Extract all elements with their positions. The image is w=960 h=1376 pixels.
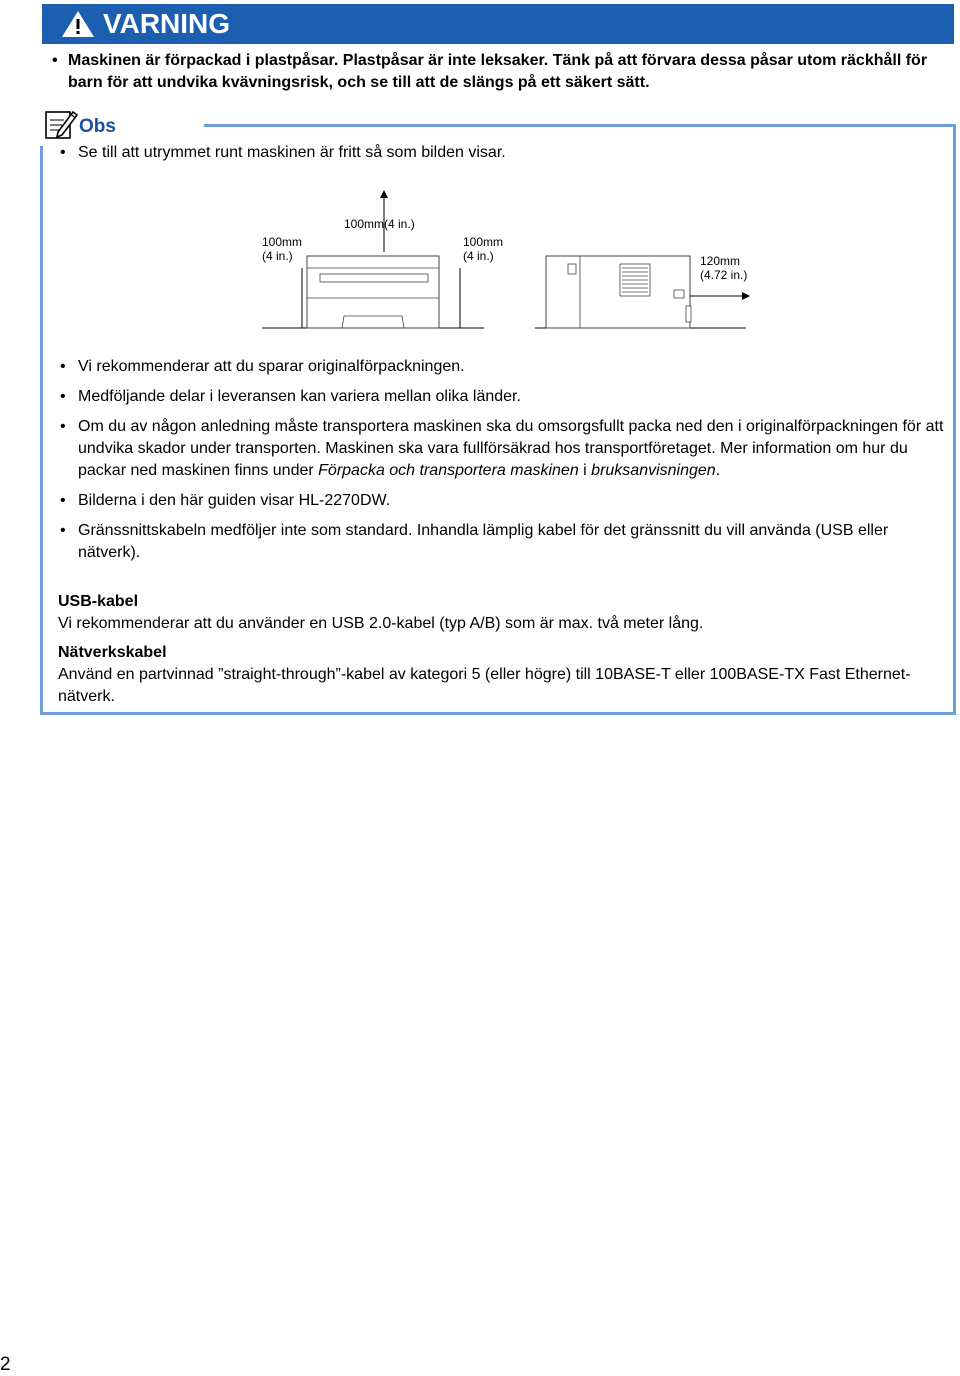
list-item: • Gränssnittskabeln medföljer inte som standard. Inhandla lämplig kabel för det gränssnitt du vill använda (USB eller nätverk). — [58, 520, 948, 564]
left-clearance-label: 100mm — [262, 235, 303, 249]
list-item: • Se till att utrymmet runt maskinen är fritt så som bilden visar. — [58, 142, 948, 164]
list-item: • Bilderna i den här guiden visar HL-2270DW. — [58, 490, 948, 512]
note-intro-list — [58, 142, 948, 172]
list-item: • Vi rekommenderar att du sparar originalförpackningen. — [58, 356, 948, 378]
left-clearance-label: (4 in.) — [262, 249, 293, 263]
network-heading: Nätverkskabel — [58, 644, 167, 661]
warning-triangle-icon — [60, 9, 96, 39]
usb-heading: USB-kabel — [58, 593, 139, 610]
list-item: • Medföljande delar i leveransen kan variera mellan olika länder. — [58, 386, 948, 408]
note-divider — [204, 124, 955, 127]
list-item: • Om du av någon anledning måste transportera maskinen ska du omsorgsfullt packa ned den i originalförpackningen för att undvika skador under transporten. Maskinen ska vara fullförsäkrad hos transportföretaget. Mer information om hur du packar ned maskinen finns under Förpacka och transportera maskinen i bruksanvisningen. — [58, 416, 948, 482]
clearance-diagram — [250, 186, 765, 334]
warning-item: • Maskinen är förpackad i plastpåsar. Plastpåsar är inte leksaker. Tänk på att förvara dessa påsar utom räckhåll för barn för att undvika kvävningsrisk, och se till att de slängs på ett säkert sätt. — [48, 50, 953, 94]
network-text: Använd en partvinnad ”straight-through”-kabel av kategori 5 (eller högre) till 10BASE-T eller 100BASE-TX Fast Ethernet-nätverk. — [58, 666, 911, 705]
manual-reference: bruksanvisningen — [591, 462, 716, 479]
note-list — [58, 356, 948, 572]
side-clearance-label: (4.72 in.) — [700, 268, 748, 282]
page-number: 2 — [0, 1354, 11, 1375]
warning-list — [48, 50, 953, 94]
manual-section-reference: Förpacka och transportera maskinen — [318, 462, 579, 479]
right-clearance-label: 100mm — [463, 235, 504, 249]
note-title: Obs — [79, 116, 116, 137]
top-clearance-label: 100mm(4 in.) — [344, 217, 415, 231]
warning-title: VARNING — [103, 8, 231, 39]
usb-text: Vi rekommenderar att du använder en USB 2.0-kabel (typ A/B) som är max. två meter lång. — [58, 615, 704, 632]
note-pencil-icon — [44, 108, 78, 140]
side-clearance-label: 120mm — [700, 254, 741, 268]
right-clearance-label: (4 in.) — [463, 249, 494, 263]
warning-header — [42, 4, 954, 44]
